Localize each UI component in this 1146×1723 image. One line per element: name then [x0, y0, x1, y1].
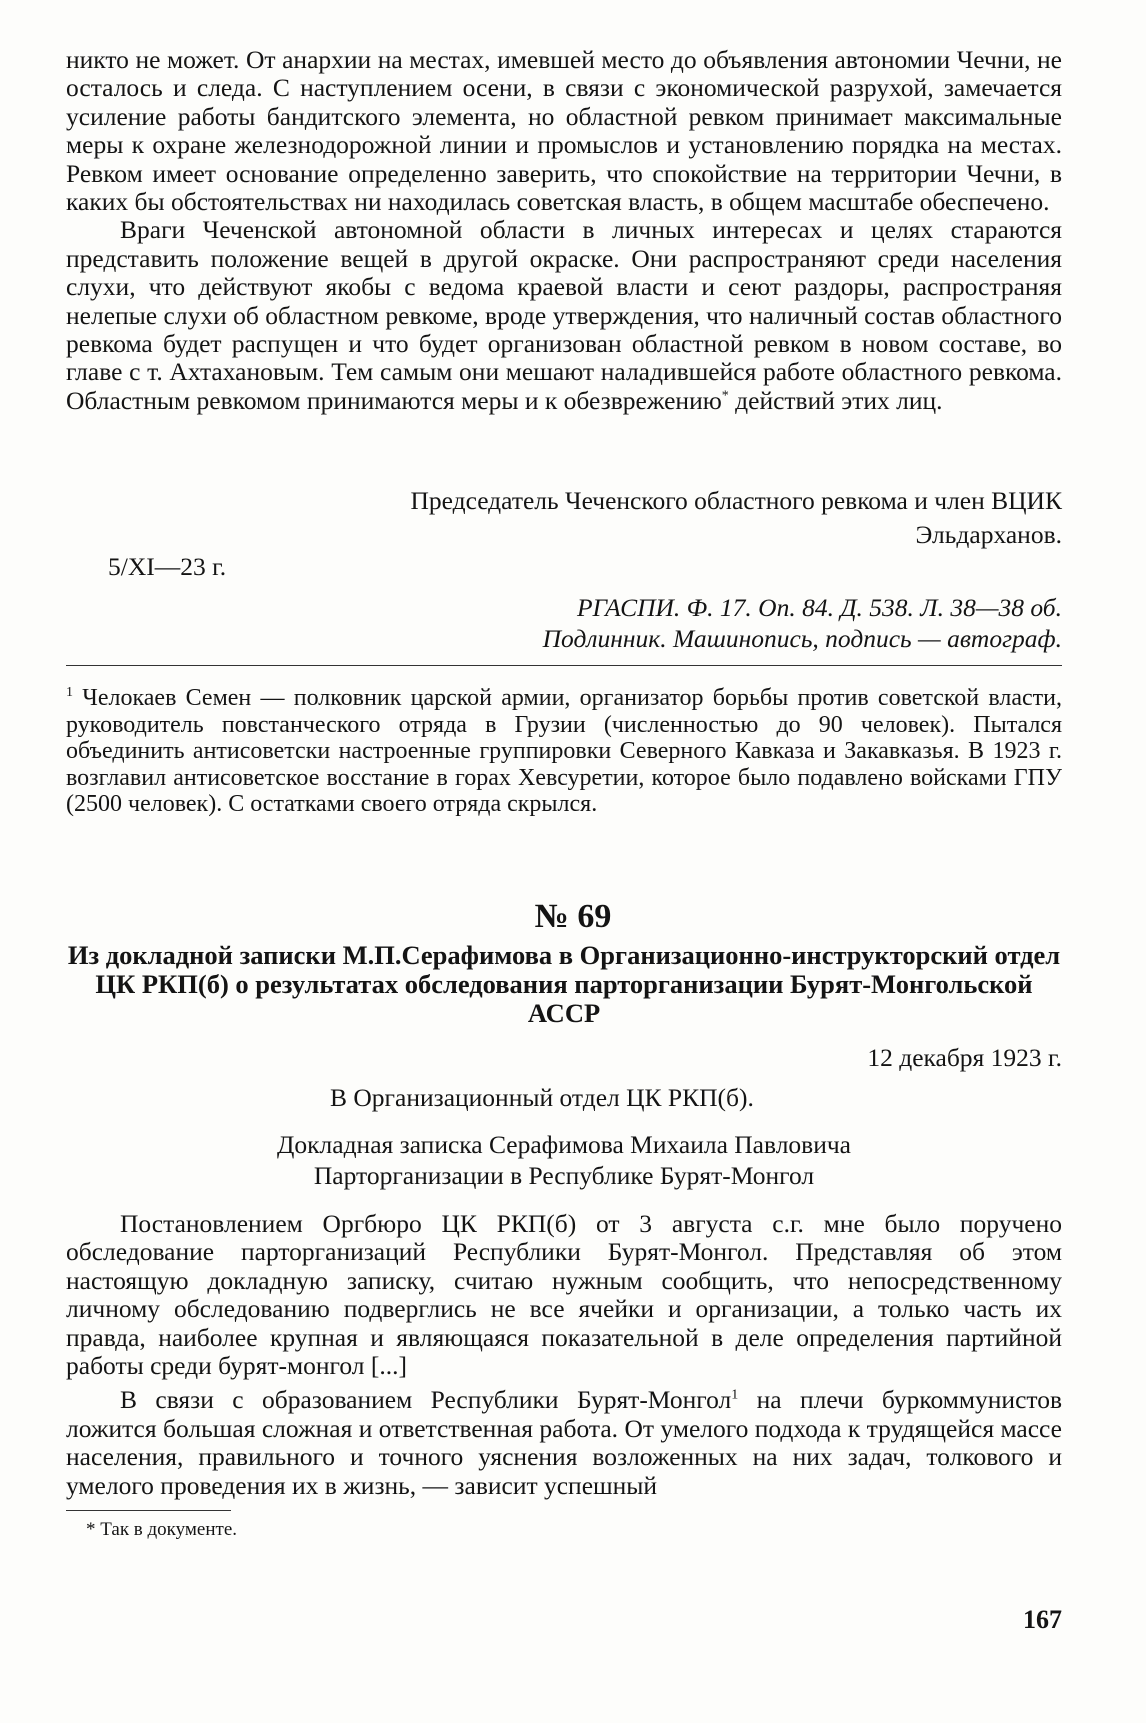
document-title: Из докладной записки М.П.Серафимова в Организационно-инструкторский отдел ЦК РКП(б) о результатах обследования парторганизации Бурят-Монгольской АССР [67, 940, 1061, 1028]
letter-paragraph-1: никто не может. От анархии на местах, имевшей место до объявления автономии Чечни, не осталось и следа. С наступлением осени, в связи с экономической разрухой, замечается усиление работы бандитского элемента, но областной ревком принимает максимальные меры к охране железнодорожной линии и промыслов и установлению порядка на местах. Ревком имеет основание определенно заверить, что спокойствие на территории Чечни, в каких бы обстоятельствах ни находилась советская власть, в общем масштабе обеспечено. [66, 45, 1062, 217]
signature-name: Эльдарханов. [915, 520, 1062, 549]
report-paragraph-2-end: на плечи буркоммунистов ложится большая сложная и ответственная работа. От умелого подхода к трудящейся массе населения, правильного и точного уяснения возложенных на них задач, толкового и умелого проведения их в жизнь, — зависит успешный [66, 1385, 1062, 1500]
report-paragraph-2-text: В связи с образованием Республики Бурят-Монгол [120, 1385, 732, 1415]
footnote-divider [66, 665, 1062, 666]
archive-reference: РГАСПИ. Ф. 17. Оп. 84. Д. 538. Л. 38—38 об. [576, 593, 1062, 622]
report-paragraph-2 [66, 1386, 1062, 1500]
archive-note: Подлинник. Машинопись, подпись — автограф. [542, 624, 1062, 653]
footnote-marker-1: 1 [731, 1387, 739, 1403]
footnote-marker-star: * [721, 388, 729, 404]
footnote-1-text: Челокаев Семен — полковник царской армии, организатор борьбы против советской власти, руководитель повстанческого отряда в Грузии (численностью до 90 человек). Пытался объединить антисоветски настроенные группировки Северного Кавказа и Закавказья. В 1923 г. возглавил антисоветское восстание в горах Хевсуретии, которое было подавлено войсками ГПУ (2500 человек). С остатками своего отряда скрылся. [66, 685, 1062, 818]
letter-paragraph-2-end: действий этих лиц. [728, 385, 943, 415]
letter-body [66, 46, 1062, 415]
letter-paragraph-2 [66, 216, 1062, 415]
report-heading-line-2: Парторганизации в Республике Бурят-Монгол [313, 1161, 815, 1190]
page-number: 167 [1023, 1605, 1062, 1634]
signature-title: Председатель Чеченского областного ревкома и член ВЦИК [410, 486, 1062, 515]
star-footnote: * Так в документе. [86, 1519, 238, 1540]
footnote-1 [66, 685, 1062, 818]
document-date: 12 декабря 1923 г. [867, 1043, 1062, 1072]
letter-date: 5/XI—23 г. [108, 552, 227, 581]
document-number: № 69 [534, 898, 612, 935]
report-heading-line-1: Докладная записка Серафимова Михаила Павловича [277, 1130, 851, 1159]
letter-paragraph-2-text: Враги Чеченской автономной области в личных интересах и целях стараются представить положение вещей в другой окраске. Они распространяют среди населения слухи, что действуют якобы с ведома краевой власти и сеют раздоры, распространяя нелепые слухи об областном ревкоме, вроде утверждения, что наличный состав областного ревкома будет распущен и что будет организован областной ревком в новом составе, во главе с т. Ахтахановым. Тем самым они мешают наладившейся работе областного ревкома. Областным ревкомом принимаются меры и к обезврежению [66, 215, 1062, 415]
footnote-1-marker: 1 [66, 685, 73, 700]
report-paragraph-1: Постановлением Оргбюро ЦК РКП(б) от 3 августа с.г. мне было поручено обследование парторганизаций Республики Бурят-Монгол. Представляя об этом настоящую докладную записку, считаю нужным сообщить, что непосредственному личному обследованию подверглись не все ячейки и организации, а только часть их правда, наиболее крупная и являющаяся показательной в деле определения партийной работы среди бурят-монгол [...] [66, 1209, 1062, 1381]
report-body [66, 1210, 1062, 1500]
star-footnote-divider [66, 1510, 231, 1511]
addressee: В Организационный отдел ЦК РКП(б). [330, 1083, 754, 1112]
